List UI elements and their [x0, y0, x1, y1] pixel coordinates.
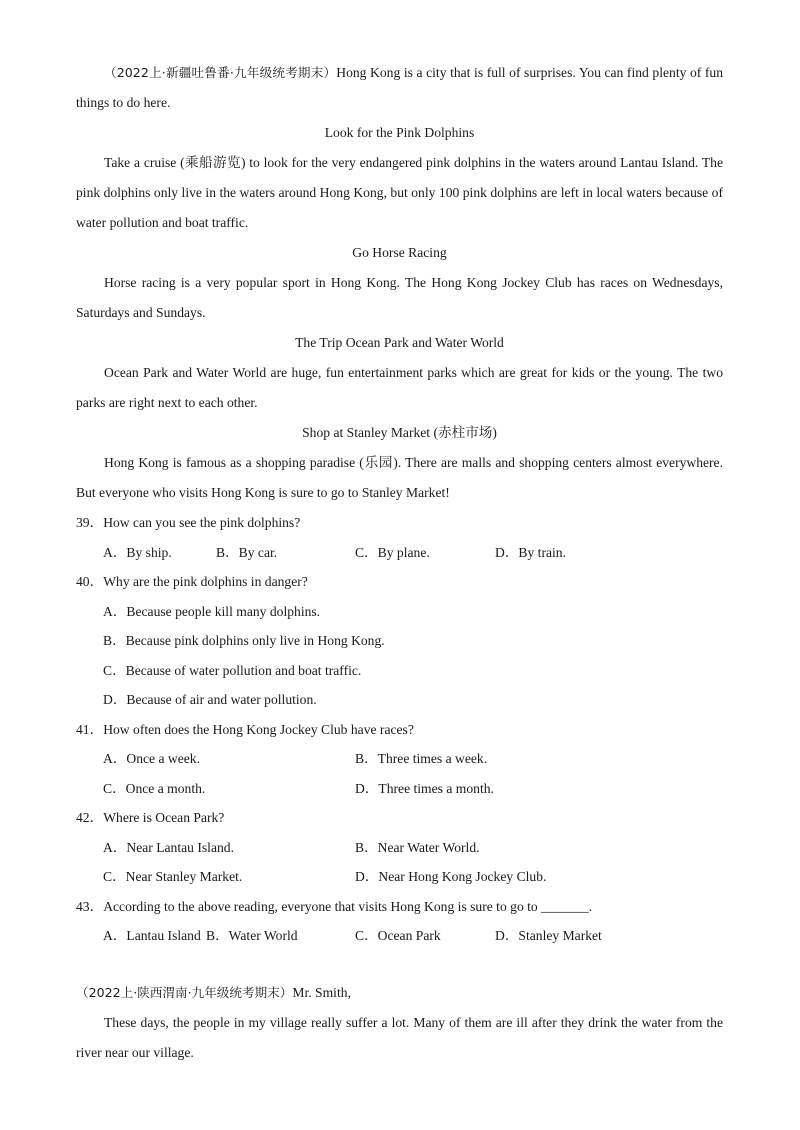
- section-body-stanley-market: Hong Kong is famous as a shopping paradise (乐园). There are malls and shopping centers almost everywhere. But everyone who visits Hong Kong is sure to go to Stanley Market!: [76, 455, 723, 500]
- option-d[interactable]: D．Near Hong Kong Jockey Club.: [355, 869, 547, 884]
- question-42-options-row1: [76, 833, 723, 863]
- option-a[interactable]: A．Because people kill many dolphins.: [103, 603, 321, 619]
- question-number: 40．: [76, 574, 104, 589]
- passage-gap: [76, 951, 723, 978]
- option-c[interactable]: C．Near Stanley Market.: [103, 869, 243, 884]
- question-41: [76, 715, 723, 745]
- question-43: [76, 892, 723, 922]
- section-heading-stanley-market: Shop at Stanley Market (赤柱市场): [302, 425, 497, 440]
- option-a[interactable]: A．Lantau Island: [103, 928, 201, 943]
- option-b[interactable]: B．Water World: [206, 928, 298, 943]
- option-c[interactable]: C．By plane.: [355, 544, 430, 560]
- passage1-intro-text: Hong Kong is a city that is full of surprises. You can find plenty of fun things to do here.: [76, 65, 723, 110]
- option-d[interactable]: D．Because of air and water pollution.: [103, 692, 317, 707]
- question-number: 43．: [76, 898, 104, 914]
- section-heading-ocean-park: The Trip Ocean Park and Water World: [295, 335, 504, 350]
- question-41-options-row1: [76, 744, 723, 774]
- section-body-horse-racing: Horse racing is a very popular sport in Hong Kong. The Hong Kong Jockey Club has races on Wednesdays, Saturdays and Sundays.: [76, 275, 723, 320]
- exam-page: [76, 58, 723, 1068]
- passage2-intro: [76, 978, 723, 1008]
- question-42: [76, 803, 723, 833]
- option-b[interactable]: B．By car.: [216, 544, 278, 560]
- question-42-options-row2: [76, 862, 723, 892]
- option-d[interactable]: D．Stanley Market: [495, 928, 602, 943]
- option-d[interactable]: D．By train.: [495, 544, 566, 560]
- question-text: Why are the pink dolphins in danger?: [103, 574, 308, 589]
- option-b[interactable]: B．Three times a week.: [355, 751, 488, 766]
- section-body-ocean-park: Ocean Park and Water World are huge, fun entertainment parks which are great for kids or the young. The two parks are right next to each other.: [76, 365, 723, 410]
- option-c[interactable]: C．Ocean Park: [355, 928, 441, 943]
- section-heading-horse-racing: Go Horse Racing: [352, 245, 447, 260]
- passage1-intro: [76, 58, 723, 118]
- question-text: Where is Ocean Park?: [103, 810, 225, 825]
- passage2-body: These days, the people in my village really suffer a lot. Many of them are ill after they drink the water from the river near our village.: [76, 1014, 723, 1060]
- option-b[interactable]: B．Near Water World.: [355, 839, 480, 855]
- passage2-source: （2022上·陕西渭南·九年级统考期末）: [76, 984, 293, 1000]
- section-body-pink-dolphins: Take a cruise (乘船游览) to look for the very endangered pink dolphins in the waters around Lantau Island. The pink dolphins only live in the waters around Hong Kong, but only 100 pink dolphins are left in local waters because of water pollution and boat traffic.: [76, 155, 723, 230]
- option-b[interactable]: B．Because pink dolphins only live in Hong Kong.: [103, 633, 385, 648]
- passage2-greeting: Mr. Smith,: [292, 984, 351, 1000]
- question-text: According to the above reading, everyone that visits Hong Kong is sure to go to _______.: [103, 898, 593, 914]
- passage1-source: （2022上·新疆吐鲁番·九年级统考期末）: [104, 65, 337, 80]
- option-c[interactable]: C．Because of water pollution and boat traffic.: [103, 662, 362, 678]
- section-heading-pink-dolphins: Look for the Pink Dolphins: [324, 125, 475, 140]
- option-a[interactable]: A．Once a week.: [103, 751, 201, 766]
- option-c[interactable]: C．Once a month.: [103, 780, 206, 796]
- question-text: How often does the Hong Kong Jockey Club have races?: [103, 721, 414, 737]
- question-39-options: [76, 538, 723, 568]
- option-a[interactable]: A．By ship.: [103, 544, 172, 560]
- question-41-options-row2: [76, 774, 723, 804]
- question-number: 41．: [76, 721, 104, 737]
- question-text: How can you see the pink dolphins?: [103, 515, 301, 530]
- question-39: [76, 508, 723, 538]
- question-40: [76, 567, 723, 597]
- option-d[interactable]: D．Three times a month.: [355, 780, 494, 796]
- option-a[interactable]: A．Near Lantau Island.: [103, 839, 234, 855]
- question-number: 42．: [76, 810, 104, 825]
- question-number: 39．: [76, 515, 104, 530]
- question-43-options: [76, 921, 723, 951]
